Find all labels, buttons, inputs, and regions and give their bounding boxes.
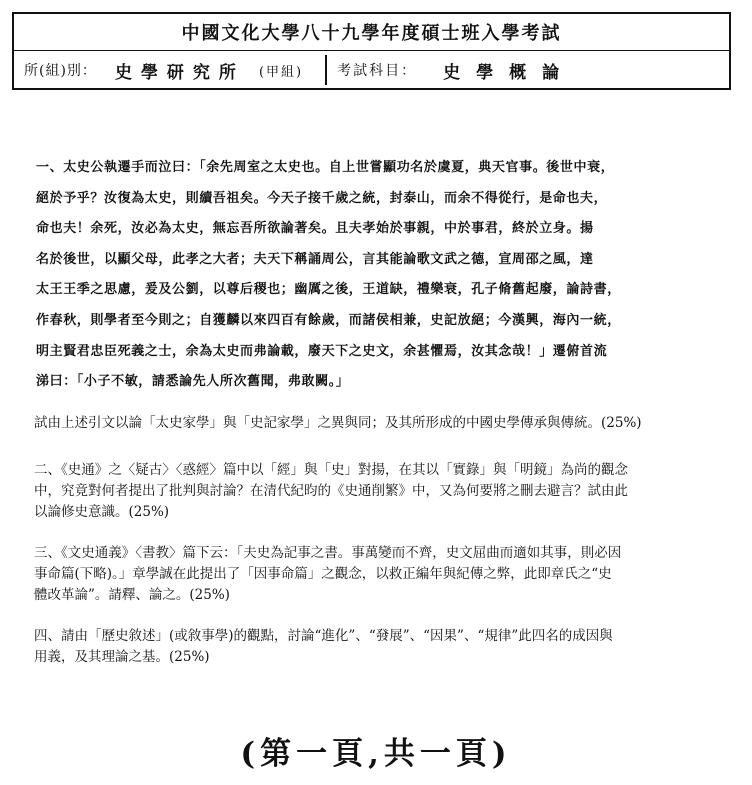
question-1-prompt (34, 413, 724, 434)
question-4 (34, 626, 724, 668)
header-divider (325, 55, 327, 85)
question-2-line: 二、《史通》之〈疑古〉〈惑經〉篇中以「經」與「史」對揚，在其以「實錄」與「明鏡」為尚的觀念 (34, 462, 628, 478)
exam-title: 中國文化大學八十九學年度碩士班入學考試 (14, 14, 729, 51)
question-3-line: 事命篇(下略)。」章學誠在此提出了「因事命篇」之觀念，以救正編年與紀傳之弊，此即章氏之“史 (34, 566, 612, 582)
question-1-line: 命也夫！余死，汝必為太史，無忘吾所欲論著矣。且夫孝始於事親，中於事君，終於立身。揚 (36, 221, 594, 237)
exam-header (12, 12, 731, 90)
question-1-line: 絕於予乎？汝復為太史，則續吾祖矣。今天子接千歲之統，封泰山，而余不得從行，是命也夫， (36, 190, 608, 206)
subject-label: 考試科目： (337, 63, 418, 79)
question-3-line: 體改革論”。請釋、論之。(25%) (34, 587, 230, 603)
question-1-line: 太王王季之思慮，爰及公劉，以尊后稷也；幽厲之後，王道缺，禮樂衰，孔子脩舊起廢，論詩書， (36, 282, 621, 298)
header-info-row (14, 52, 729, 88)
question-1-line: 明主賢君忠臣死義之士，余為太史而弗論載，廢天下之史文，余甚懼焉，汝其念哉！」遷俯首流 (36, 343, 608, 359)
question-2-line: 以論修史意識。(25%) (34, 504, 170, 520)
page-number: (第一頁,共一頁) (240, 736, 512, 772)
question-1-line: 作春秋，則學者至今則之；自獲麟以來四百有餘歲，而諸侯相兼，史記放絕；今漢興，海內一統， (36, 312, 621, 328)
question-1-line: 一、太史公執遷手而泣曰：「余先周室之太史也。自上世嘗顯功名於虞夏，典天官事。後世中衰， (36, 160, 615, 175)
question-1 (36, 160, 696, 390)
subject-value: 史學概論 (443, 62, 576, 83)
question-1-line: 涕曰：「小子不敏，請悉論先人所次舊聞，弗敢闕。」 (36, 374, 350, 390)
question-1-prompt-line: 試由上述引文以論「太史家學」與「史記家學」之異與同；及其所形成的中國史學傳承與傳統。(25%) (34, 415, 642, 431)
question-4-line: 用義，及其理論之基。(25%) (34, 649, 210, 665)
question-2 (34, 460, 724, 523)
department-value: 史學研究所 (114, 62, 245, 83)
question-1-line: 名於後世，以顯父母，此孝之大者；夫天下稱誦周公，言其能論歌文武之德，宣周邵之風，達 (36, 251, 594, 267)
question-3-line: 三、《文史通義》〈書教〉篇下云：「夫史為記事之書。事萬變而不齊，史文屈曲而適如其事，則必因 (34, 545, 622, 561)
department-group: (甲組) (258, 64, 304, 80)
question-4-line: 四、請由「歷史敘述」(或敘事學)的觀點，討論“進化”、“發展”、“因果”、“規律”此四名的成因與 (34, 628, 613, 644)
question-3 (34, 543, 724, 606)
question-2-line: 中，究竟對何者提出了批判與討論？在清代紀昀的《史通削繁》中，又為何要將之刪去避言？試由此 (34, 483, 628, 499)
department-label: 所(組)別： (24, 63, 97, 79)
